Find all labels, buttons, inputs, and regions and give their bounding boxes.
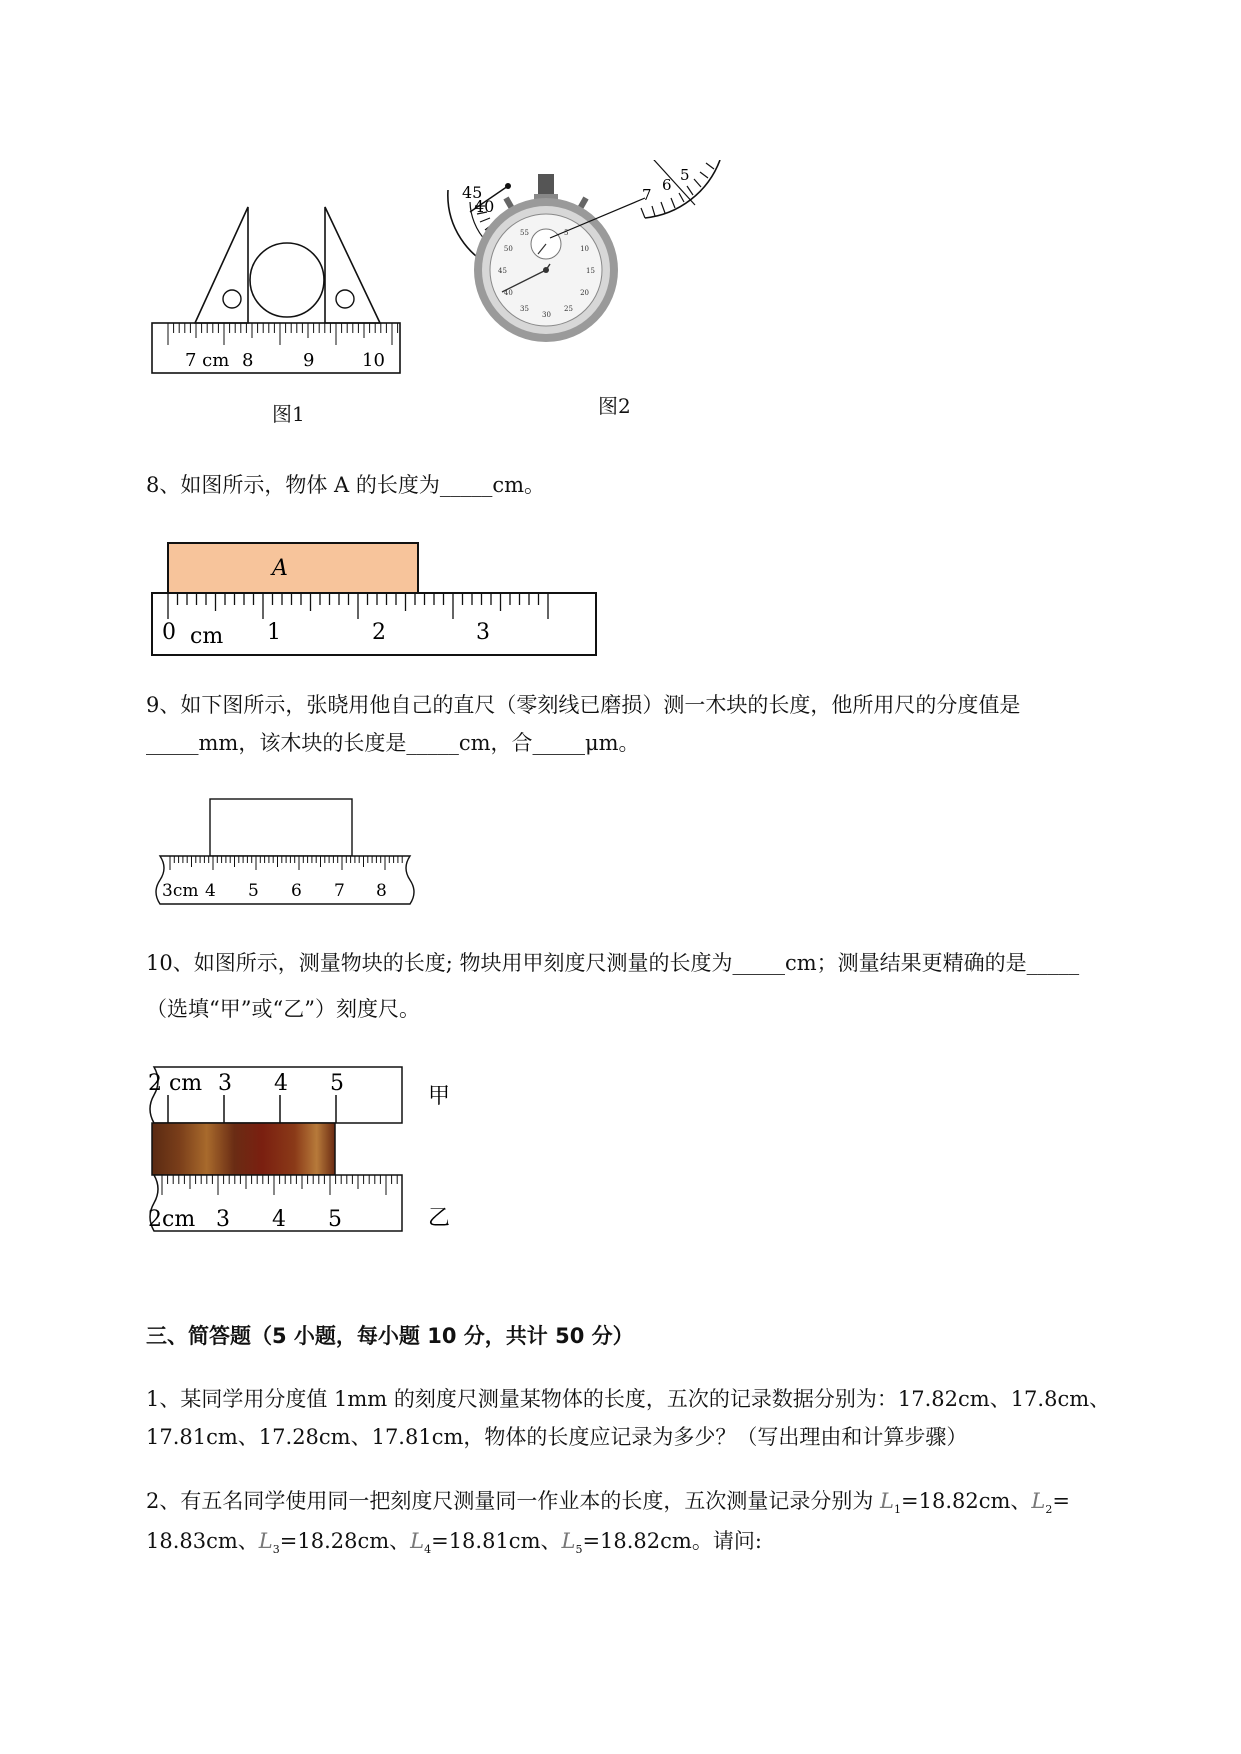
question-8: 8、如图所示，物体 A 的长度为_____cm。 [146,473,546,497]
figure-1 [140,195,420,385]
var-L: L [880,1489,894,1513]
tick-label: 2 cm [148,1071,203,1096]
wood-block [210,799,352,856]
dial-number: 30 [542,311,551,319]
dial-number: 25 [564,305,573,314]
figure-1-caption: 图1 [272,402,305,426]
value-text: = [1052,1489,1070,1513]
dial-number: 40 [503,289,513,297]
coin-circle [250,243,324,317]
tick-label: 5 [330,1071,344,1096]
dial-number: 55 [520,228,529,237]
question-9-line-2: _____mm，该木块的长度是_____cm，合_____μm。 [146,731,640,755]
tick-label: 5 [328,1207,342,1232]
question-10-line-2: （选填“甲”或“乙”）刻度尺。 [146,997,420,1021]
object-a-label: A [272,556,288,581]
object-a [168,543,418,593]
dial-number: 20 [580,289,590,297]
tick-label: 5 [248,881,259,901]
detail-label: 7 [642,186,652,204]
dial-number: 35 [520,305,529,314]
tick-label: 4 [274,1071,288,1096]
dial-number: 15 [586,267,595,275]
figure-q10 [140,1065,490,1265]
var-sub: 5 [575,1543,583,1557]
detail-label: 6 [662,176,672,194]
tick-label: 6 [291,881,302,901]
dial-number: 50 [503,245,513,253]
tick-label: 8 [242,350,254,371]
right-set-square [325,207,380,323]
tick-label: 7 [334,881,345,901]
tick-label: 1 [267,620,281,645]
tick-label: 0 [162,620,176,645]
question-10-line-1: 10、如图所示，测量物块的长度; 物块用甲刻度尺测量的长度为_____cm；测量结果更精确的是_____ [146,951,1080,975]
tick-label: 3 [218,1071,232,1096]
problem-2-line-2 [146,1522,762,1569]
section-3-title: 三、简答题（5 小题，每小题 10 分，共计 50 分） [146,1324,634,1348]
value-text: =18.82cm、 [901,1489,1032,1513]
figure-q8 [140,535,610,660]
figure-2-stopwatch [430,160,810,390]
left-set-square [195,207,248,323]
var-L: L [1031,1489,1046,1513]
tick-label: 3cm [162,881,199,901]
ruler-jia-label: 甲 [428,1084,451,1109]
var-sub: 4 [424,1543,432,1557]
var-sub: 1 [894,1503,901,1517]
dial-number: 45 [498,267,507,275]
tick-label: 10 [362,350,385,371]
dial-number: 5 [564,228,569,237]
detail-label: 40 [474,197,495,216]
problem-1-line-2: 17.81cm、17.28cm、17.81cm，物体的长度应记录为多少？（写出理由和计算步骤） [146,1425,968,1449]
detail-label: 45 [462,183,483,202]
tick-label: 9 [303,350,315,371]
value-text: =18.82cm。请问: [582,1529,762,1553]
tick-label: 2cm [148,1207,196,1232]
value-text: =18.81cm、 [431,1529,562,1553]
tick-label: 3 [216,1207,230,1232]
tick-label: 4 [272,1207,286,1232]
detail-label: 5 [680,166,690,184]
var-L: L [258,1529,273,1553]
var-sub: 3 [272,1543,280,1557]
tick-label: 7 cm [185,350,230,371]
tick-label: 4 [205,881,216,901]
var-L: L [561,1529,576,1553]
value-text: 18.83cm、 [146,1529,259,1553]
ruler-yi-label: 乙 [428,1206,451,1231]
var-L: L [410,1529,425,1553]
figure-2-caption: 图2 [598,394,631,418]
problem-2-text: 2、有五名同学使用同一把刻度尺测量同一作业本的长度，五次测量记录分别为 [146,1489,881,1513]
tick-label: 8 [376,881,387,901]
value-text: =18.28cm、 [279,1529,411,1553]
problem-1-line-1: 1、某同学用分度值 1mm 的刻度尺测量某物体的长度，五次的记录数据分别为：17.82cm、17.8cm、 [146,1387,1111,1411]
measured-block [152,1123,335,1175]
var-sub: 2 [1045,1503,1053,1517]
question-9-line-1: 9、如下图所示，张晓用他自己的直尺（零刻线已磨损）测一木块的长度，他所用尺的分度值是 [146,693,1021,717]
tick-label: 3 [476,620,490,645]
figure-q9 [148,795,423,910]
tick-label: cm [190,624,224,649]
tick-label: 2 [372,620,386,645]
dial-number: 10 [580,245,590,253]
